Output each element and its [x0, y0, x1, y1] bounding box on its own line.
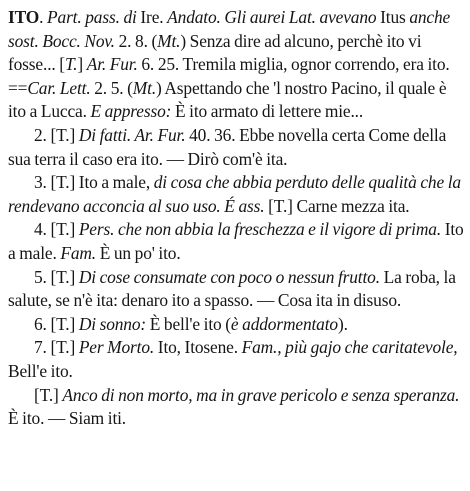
- text-run: Di cose consumate con poco o nessun frutto.: [78, 266, 384, 287]
- text-run: ==: [8, 77, 28, 98]
- text-run: ) Senza dire ad alcuno, perchè ito vi fosse... [: [8, 30, 426, 75]
- text-run: anche sost. Bocc. Nov.: [8, 7, 454, 51]
- text-run: Ire: [140, 7, 160, 27]
- text-run: 40. 36. Ebbe novella certa Come della sua terra il caso era ito. — Dirò com'è ita.: [8, 124, 450, 169]
- text-run: Ito, Itosene.: [157, 337, 242, 358]
- text-run: .: [39, 7, 48, 27]
- dictionary-entry-ito: [8, 6, 468, 431]
- entry-paragraph-6: [8, 313, 464, 337]
- text-run: La roba, la salute, se n'è ita: denaro ito a spasso. — Cosa ita in disuso.: [8, 266, 460, 311]
- text-run: Part. pass. di: [47, 7, 141, 27]
- text-run: [T.] Carne mezza ita.: [268, 195, 410, 216]
- text-run: 5. [T.]: [34, 266, 79, 287]
- text-run: ).: [337, 313, 348, 334]
- text-run: Ar. Fur.: [86, 54, 142, 75]
- text-run: Mt.: [132, 77, 157, 98]
- text-run: Di fatti. Ar. Fur.: [78, 124, 190, 145]
- text-run: 3. [T.] Ito a male,: [34, 172, 154, 193]
- text-run: È ito. — Siam iti.: [8, 408, 127, 429]
- entry-paragraph-3: [8, 171, 464, 218]
- entry-paragraph-8: [8, 384, 464, 431]
- text-run: 2. [T.]: [34, 124, 79, 145]
- text-run: Bell'e ito.: [8, 360, 73, 381]
- text-run: Fam.: [60, 242, 100, 263]
- text-run: è addormentato: [230, 313, 338, 334]
- text-run: di cosa che abbia perduto delle qualità che la rendevano acconcia al suo uso. É ass.: [8, 172, 465, 216]
- text-run: Mt.: [157, 30, 181, 51]
- text-run: È ito armato di lettere mie...: [174, 101, 364, 122]
- text-run: Di sonno:: [78, 313, 150, 334]
- entry-paragraph-2: [8, 124, 464, 171]
- text-run: T.: [64, 54, 78, 75]
- text-run: 6. [T.]: [34, 313, 79, 334]
- text-run: [T.]: [34, 384, 63, 405]
- text-run: Itus: [380, 7, 410, 27]
- text-run: Fam., più gajo che caritatevole,: [241, 337, 462, 358]
- text-run: ITO: [8, 7, 40, 27]
- text-run: Anco di non morto, ma in grave pericolo e senza speranza.: [62, 384, 464, 405]
- text-run: .: [159, 7, 168, 27]
- text-run: ) Aspettando che 'l nostro Pacino, il quale è ito a Lucca.: [8, 77, 451, 122]
- entry-paragraph-4: [8, 218, 468, 265]
- text-run: 2. 8. (: [118, 30, 158, 51]
- text-run: È bell'e ito (: [149, 313, 231, 334]
- text-run: Andato. Gli aurei Lat. avevano: [167, 7, 381, 27]
- text-run: È un po' ito.: [99, 242, 181, 263]
- text-run: Per Morto.: [78, 337, 158, 358]
- entry-paragraph-5: [8, 266, 464, 313]
- text-run: Ito a male.: [8, 219, 468, 263]
- text-run: 7. [T.]: [34, 337, 79, 358]
- entry-paragraph-7: [8, 336, 464, 383]
- text-run: 4. [T.]: [34, 219, 79, 240]
- text-run: 6. 25. Tremila miglia, ognor correndo, era ito.: [141, 54, 454, 75]
- text-run: ]: [77, 54, 87, 75]
- text-run: 2. 5. (: [94, 77, 133, 98]
- text-run: E appresso:: [90, 101, 175, 122]
- entry-paragraph-1: [8, 6, 464, 124]
- text-run: Pers. che non abbia la freschezza e il vigore di prima.: [78, 219, 445, 240]
- text-run: Car. Lett.: [27, 77, 95, 98]
